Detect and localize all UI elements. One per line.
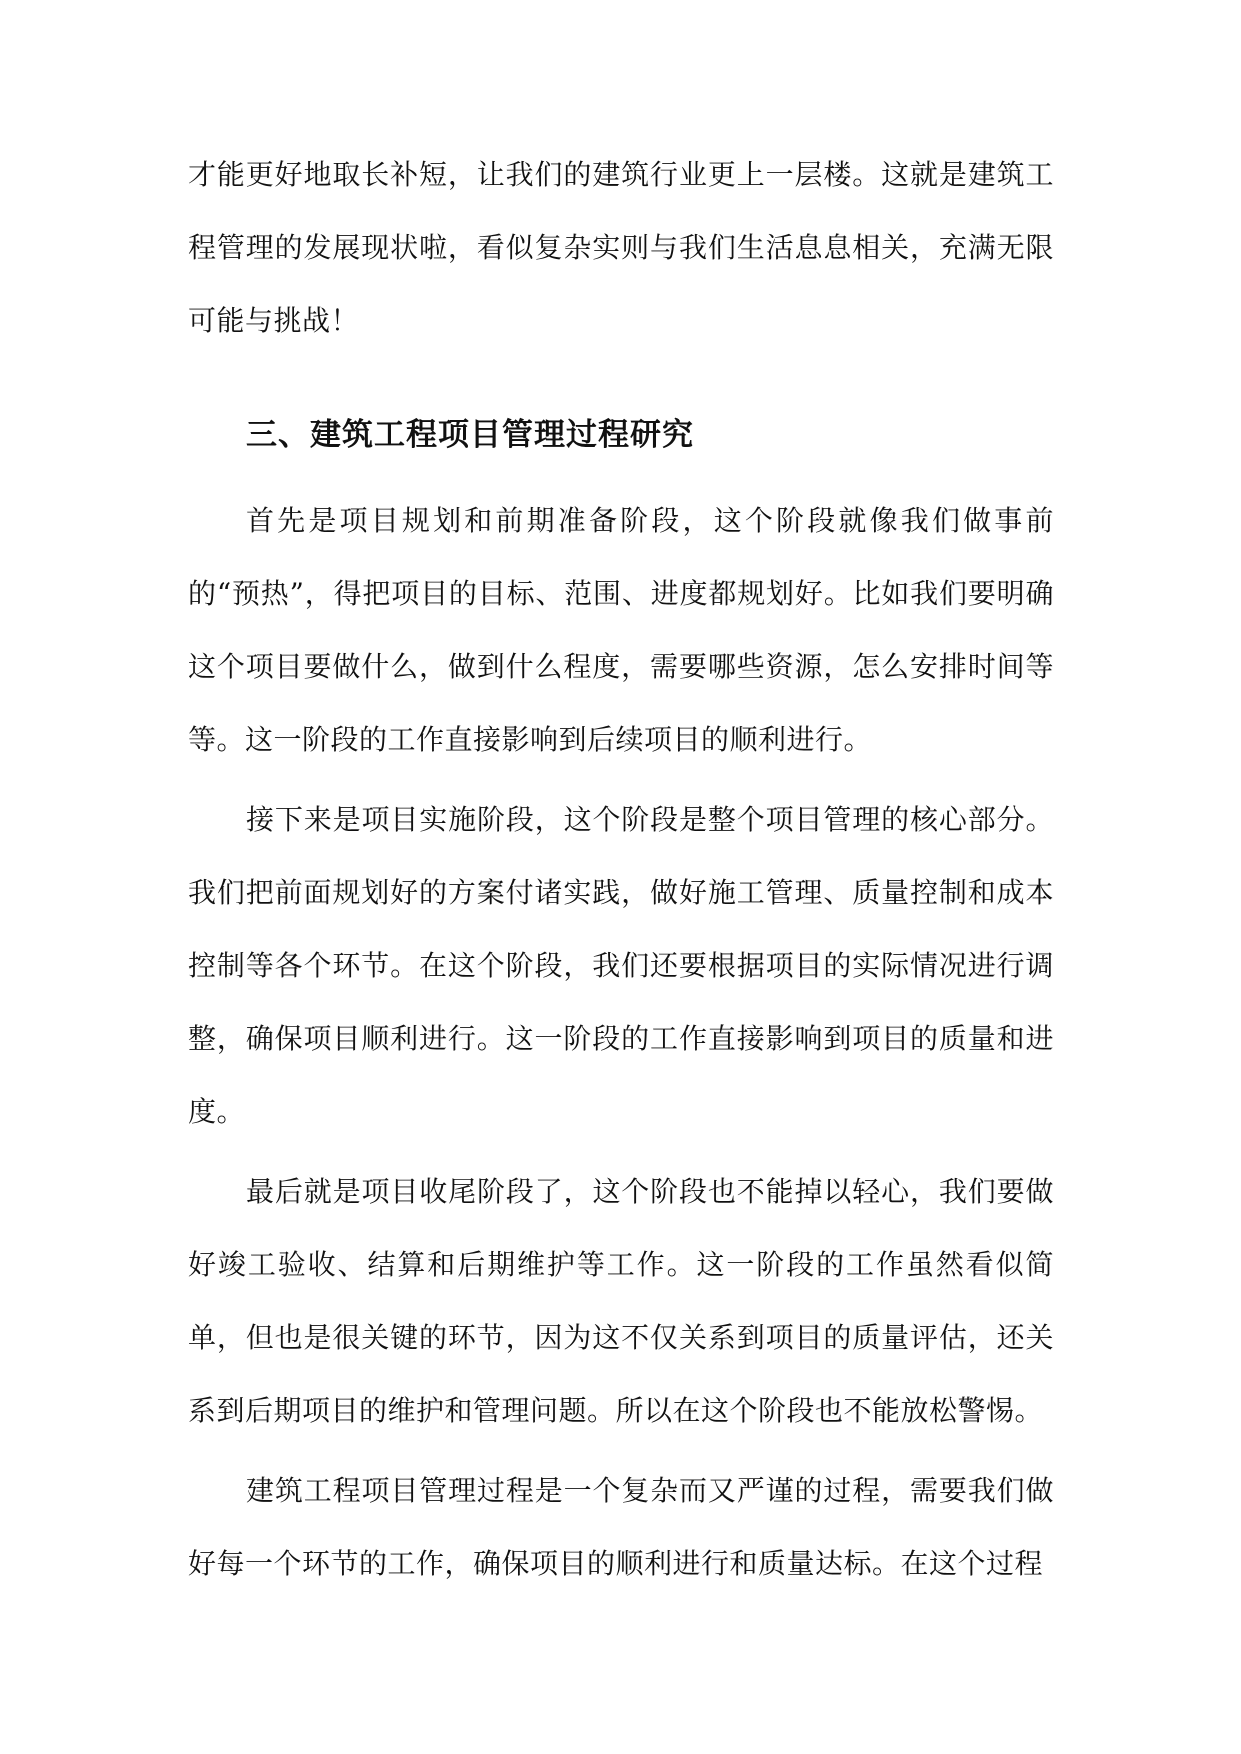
paragraph-summary: 建筑工程项目管理过程是一个复杂而又严谨的过程，需要我们做好每一个环节的工作，确保项目的顺利进行和质量达标。在这个过程 [188,1474,1054,1580]
page-content [188,138,1054,1600]
paragraph-closing: 最后就是项目收尾阶段了，这个阶段也不能掉以轻心，我们要做好竣工验收、结算和后期维护等工作。这一阶段的工作虽然看似简单，但也是很关键的环节，因为这不仅关系到项目的质量评估，还关系到后期项目的维护和管理问题。所以在这个阶段也不能放松警惕。 [188,1175,1054,1427]
paragraph-planning: 首先是项目规划和前期准备阶段，这个阶段就像我们做事前的“预热”，得把项目的目标、范围、进度都规划好。比如我们要明确这个项目要做什么，做到什么程度，需要哪些资源，怎么安排时间等等。这一阶段的工作直接影响到后续项目的顺利进行。 [188,504,1054,756]
section-heading: 三、建筑工程项目管理过程研究 [246,417,694,453]
paragraph-implementation: 接下来是项目实施阶段，这个阶段是整个项目管理的核心部分。我们把前面规划好的方案付诸实践，做好施工管理、质量控制和成本控制等各个环节。在这个阶段，我们还要根据项目的实际情况进行调整，确保项目顺利进行。这一阶段的工作直接影响到项目的质量和进度。 [188,803,1054,1128]
continuation-paragraph: 才能更好地取长补短，让我们的建筑行业更上一层楼。这就是建筑工程管理的发展现状啦，看似复杂实则与我们生活息息相关，充满无限可能与挑战！ [188,158,1054,337]
